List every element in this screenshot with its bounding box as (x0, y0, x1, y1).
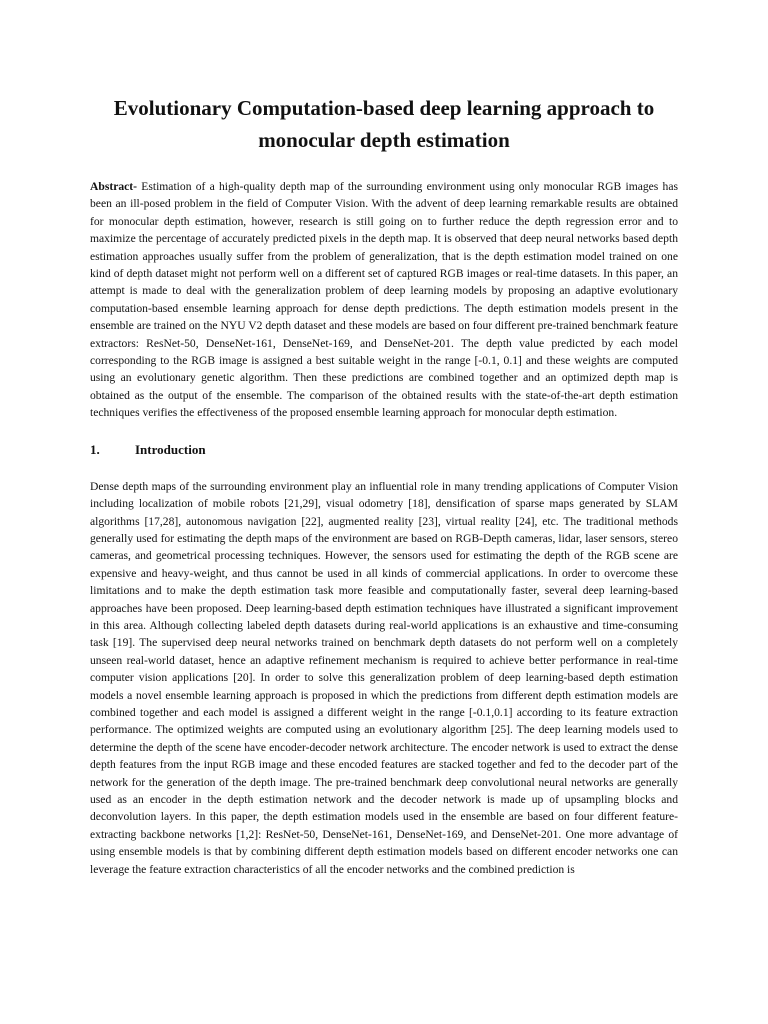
abstract-label: Abstract- (90, 180, 138, 193)
paper-title (90, 92, 678, 156)
section-title: Introduction (135, 441, 206, 457)
introduction-paragraph: Dense depth maps of the surrounding environment play an influential role in many trending applications of Computer Vision including localization of mobile robots [21,29], visual odometry [18], densification of sparse maps generated by SLAM algorithms [17,28], autonomous navigation [22], augmented reality [23], virtual reality [24], etc. The traditional methods generally used for estimating the depth maps of the environment are based on RGB-Depth cameras, lidar, laser sensors, stereo cameras, and geometrical processing techniques. However, the sensors used for estimating the depth of the RGB scene are expensive and heavy-weight, and thus cannot be used in all kinds of commercial applications. In order to overcome these limitations and to make the depth estimation task more feasible and computationally faster, several deep learning-based approaches have been proposed. Deep learning-based depth estimation techniques have illustrated a significant improvement in this area. Although collecting labeled depth datasets during real-world applications is an exhaustive and time-consuming task [19]. The supervised deep neural networks trained on benchmark depth datasets do not perform well on a completely unseen real-world dataset, hence an adaptive refinement mechanism is required to achieve better performance in real-time computer vision applications [20]. In order to solve this generalization problem of deep learning-based depth estimation models a novel ensemble learning approach is proposed in which the predictions from different depth estimation models are combined together and each model is assigned a different weight in the range [-0.1,0.1] according to its feature extraction performance. The optimized weights are computed using an evolutionary algorithm [25]. The deep learning models used to determine the depth of the scene have encoder-decoder network architecture. The encoder network is used to extract the dense depth features from the input RGB image and these encoded features are stacked together and fed to the decoder part of the network for the generation of the depth image. The pre-trained benchmark deep convolutional neural networks are generally used as an encoder in the depth estimation network and the decoder network is made up of upsampling blocks and deconvolution layers. In this paper, the depth estimation models used in the ensemble are based on four different feature-extracting backbone networks [1,2]: ResNet-50, DenseNet-161, DenseNet-169, and DenseNet-201. One more advantage of using ensemble models is that by combining different depth estimation models based on different encoder networks one can leverage the feature extraction characteristics of all the encoder networks and the combined prediction is (90, 479, 678, 876)
title-line-2: monocular depth estimation (258, 128, 510, 152)
abstract-paragraph (90, 178, 678, 422)
section-number: 1. (90, 441, 100, 457)
title-line-1: Evolutionary Computation-based deep learning approach to (113, 96, 655, 120)
section-heading-introduction (90, 442, 678, 458)
abstract-text: Estimation of a high-quality depth map of the surrounding environment using only monocular RGB images has been an ill-posed problem in the field of Computer Vision. With the advent of deep learning remarkable results are obtained for monocular depth estimation, however, research is still going on to further reduce the depth regression error and to maximize the percentage of accurately predicted pixels in the depth map. It is observed that deep neural networks based depth estimation approaches usually suffer from the problem of generalization, that is the depth estimation model trained on one kind of depth dataset might not perform well on a different set of captured RGB images or real-time datasets. In this paper, an attempt is made to deal with the generalization problem of deep learning models by proposing an adaptive evolutionary computation-based ensemble learning approach for dense depth predictions. The depth estimation models present in the ensemble are trained on the NYU V2 depth dataset and these models are based on four different pre-trained benchmark feature extractors: ResNet-50, DenseNet-161, DenseNet-169, and DenseNet-201. The depth value predicted by each model corresponding to the RGB image is assigned a best suitable weight in the range [-0.1, 0.1] and these weights are computed using an evolutionary genetic algorithm. Then these predictions are combined together and an optimized depth map is obtained as the output of the ensemble. The comparison of the obtained results with the state-of-the-art depth estimation techniques verifies the effectiveness of the proposed ensemble learning approach for monocular depth estimation. (90, 180, 678, 420)
